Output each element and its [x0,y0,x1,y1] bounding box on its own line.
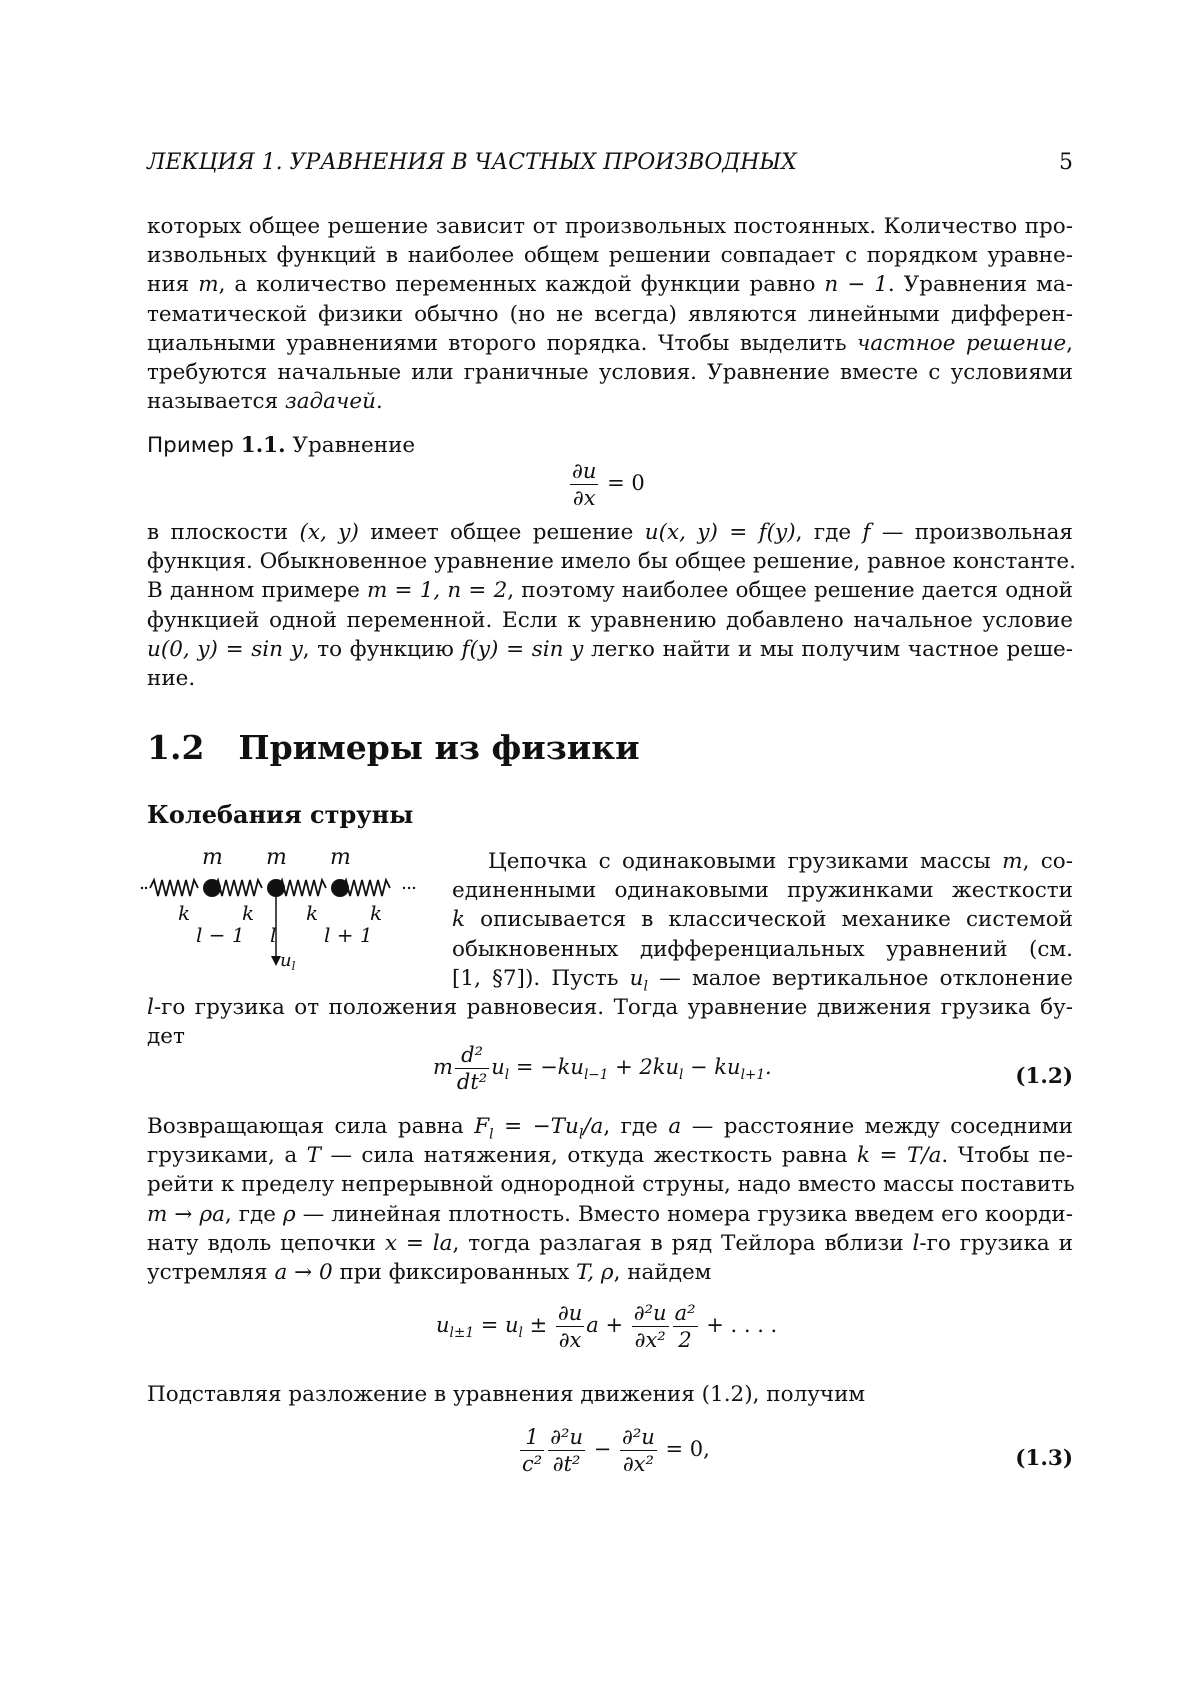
mass-label-3: m [330,845,351,870]
spring-chain-figure [140,842,450,972]
dot-left [145,887,147,889]
paragraph-example [147,518,1073,693]
subsection-heading: Колебания струны [147,800,413,829]
paragraph-substitute [147,1380,1073,1409]
text-line: Подставляя разложение в уравнения движения (1.2), получим [147,1380,1073,1409]
equation-label-1-2: (1.2) [1015,1064,1073,1089]
text-line: m → ρa, где ρ — линейная плотность. Вместо номера грузика введем его коорди- [147,1200,1073,1229]
text-line: функцией одной переменной. Если к уравнению добавлено начальное условие [147,606,1073,635]
running-header [147,150,1073,180]
equation-1-2: m d² dt² ul = −kul−1 + 2kul − kul+1. [433,1042,772,1095]
mass-label-1: m [202,845,223,870]
text-line: дет [147,1022,1073,1051]
equation-1-3: 1 c² ∂²u ∂t² − ∂²u ∂x² = 0, [518,1424,710,1477]
text-line: тематической физики обычно (но не всегда) являются линейными дифферен- [147,300,1073,329]
text-line: рейти к пределу непрерывной однородной струны, надо вместо массы поставить [147,1170,1073,1199]
text-line: обыкновенных дифференциальных уравнений (см. [452,935,1073,964]
text-line: называется задачей. [147,387,1073,416]
example-number: 1.1. [241,433,286,458]
section-number: 1.2 [147,728,204,767]
text-line: устремляя a → 0 при фиксированных T, ρ, найдем [147,1258,1073,1287]
text-line: функция. Обыкновенное уравнение имело бы общее решение, равное константе. [147,547,1073,576]
text-line: k описывается в классической механике системой [452,905,1073,934]
spring-1 [150,880,198,896]
index-label-mid: l [270,923,276,947]
dot-right [408,887,410,889]
spring-2 [214,880,262,896]
paragraph-continuum [147,1112,1073,1287]
text-line: извольных функций в наиболее общем решении совпадает с порядком уравне- [147,241,1073,270]
dot-right [413,887,415,889]
text-line: Возвращающая сила равна Fl = −Tul/a, где a — расстояние между соседними [147,1112,1073,1141]
text-line: В данном примере m = 1, n = 2, поэтому наиболее общее решение дается одной [147,576,1073,605]
text-line: Цепочка с одинаковыми грузиками массы m, со- [452,847,1073,876]
page-number: 5 [1059,150,1073,175]
example-word: Пример [147,433,234,458]
spring-3 [278,880,326,896]
displacement-label: ul [280,950,296,972]
mass-2 [267,879,285,897]
mass-3 [331,879,349,897]
equation-taylor: ul±1 = ul ± ∂u ∂x a + ∂²u ∂x² a² 2 + . . . . [436,1300,777,1353]
spring-label-1: k [178,901,190,925]
paragraph-chain [452,847,1073,993]
text-line: нату вдоль цепочки x = la, тогда разлагая в ряд Тейлора вблизи l-го грузика и [147,1229,1073,1258]
section-heading [147,728,640,767]
spring-label-4: k [370,901,382,925]
text-line: u(0, y) = sin y, то функцию f(y) = sin y легко найти и мы получим частное реше- [147,635,1073,664]
text-line: l-го грузика от положения равновесия. Тогда уравнение движения грузика бу- [147,993,1073,1022]
text-line: циальными уравнениями второго порядка. Чтобы выделить частное решение, [147,329,1073,358]
spring-4 [342,880,390,896]
text-line: единенными одинаковыми пружинками жесткости [452,876,1073,905]
paragraph-intro [147,212,1073,416]
index-label-left: l − 1 [196,923,245,947]
mass-1 [203,879,221,897]
spring-label-3: k [306,901,318,925]
index-label-right: l + 1 [324,923,373,947]
text-line: [1, §7]). Пусть ul — малое вертикальное отклонение [452,964,1073,993]
page [0,0,1200,1698]
text-line: требуются начальные или граничные условия. Уравнение вместе с условиями [147,358,1073,387]
text-line: которых общее решение зависит от произвольных постоянных. Количество про- [147,212,1073,241]
header-title: ЛЕКЦИЯ 1. УРАВНЕНИЯ В ЧАСТНЫХ ПРОИЗВОДНЫХ [147,150,797,175]
text-line: ние. [147,664,1073,693]
example-label: Пример 1.1. Уравнение [147,431,1073,460]
dot-right [403,887,405,889]
text-line: ния m, а количество переменных каждой функции равно n − 1. Уравнения ма- [147,270,1073,299]
text-line: грузиками, а T — сила натяжения, откуда жесткость равна k = T/a. Чтобы пе- [147,1141,1073,1170]
spring-label-2: k [242,901,254,925]
equation-label-1-3: (1.3) [1015,1446,1073,1471]
mass-label-2: m [266,845,287,870]
section-title: Примеры из физики [238,728,639,767]
dot-left [141,887,143,889]
equation-example: ∂u ∂x = 0 [568,458,645,511]
text-line: в плоскости (x, y) имеет общее решение u(x, y) = f(y), где f — произвольная [147,518,1073,547]
